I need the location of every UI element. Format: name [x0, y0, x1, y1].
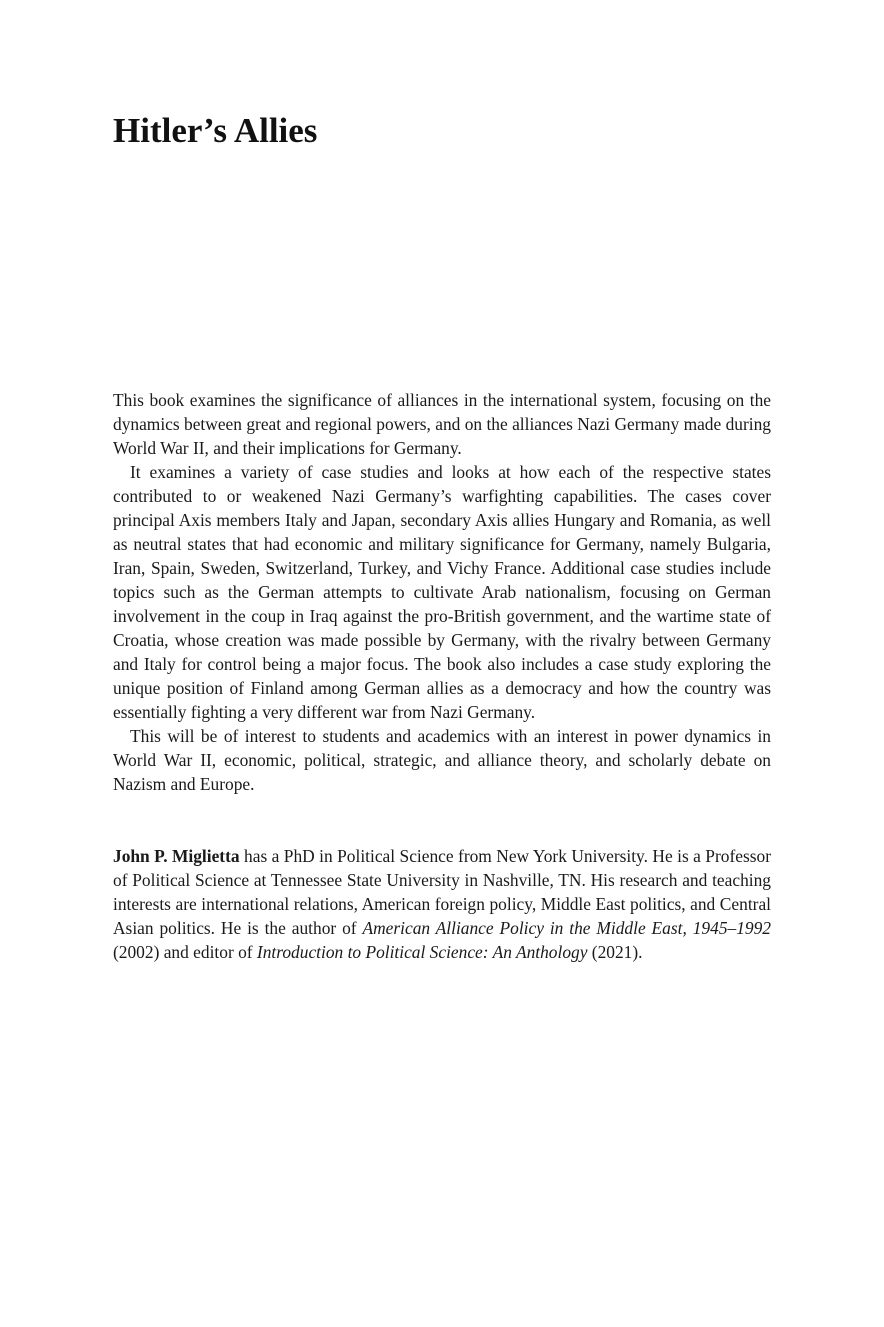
- bio-text: (2002) and editor of: [113, 942, 257, 962]
- bio-text: has a PhD in Political Science from New York University. He is a Professor of Political Science at Tennessee State University in Nashville, TN. His research and teaching interests are international relations, American foreign policy, Middle East politics, and Central Asian politics. He is the author of: [113, 846, 771, 938]
- description-paragraph: It examines a variety of case studies and looks at how each of the respective states contributed to or weakened Nazi Germany’s warfighting capabilities. The cases cover principal Axis members Italy and Japan, secondary Axis allies Hungary and Romania, as well as neutral states that had economic and military significance for Germany, namely Bulgaria, Iran, Spain, Sweden, Switzerland, Turkey, and Vichy France. Additional case studies include topics such as the German attempts to cultivate Arab nationalism, focusing on German involvement in the coup in Iraq against the pro-British government, and the wartime state of Croatia, whose creation was made possible by Germany, with the rivalry between Germany and Italy for control being a major focus. The book also includes a case study exploring the unique position of Finland among German allies as a democracy and how the country was essentially fighting a very different war from Nazi Germany.: [113, 462, 771, 722]
- bio-text: (2021).: [587, 942, 643, 962]
- book-title: Hitler’s Allies: [113, 111, 318, 150]
- book-title-1: American Alliance Policy in the Middle East, 1945–1992: [362, 918, 771, 938]
- book-title-2: Introduction to Political Science: An Anthology: [256, 942, 588, 962]
- book-description: [113, 388, 771, 796]
- description-paragraph: This will be of interest to students and academics with an interest in power dynamics in World War II, economic, political, strategic, and alliance theory, and scholarly debate on Nazism and Europe.: [113, 726, 771, 794]
- description-paragraph: This book examines the significance of alliances in the international system, focusing on the dynamics between great and regional powers, and on the alliances Nazi Germany made during World War II, and their implications for Germany.: [113, 390, 771, 458]
- author-bio: [113, 844, 771, 964]
- author-name: John P. Miglietta: [113, 846, 240, 866]
